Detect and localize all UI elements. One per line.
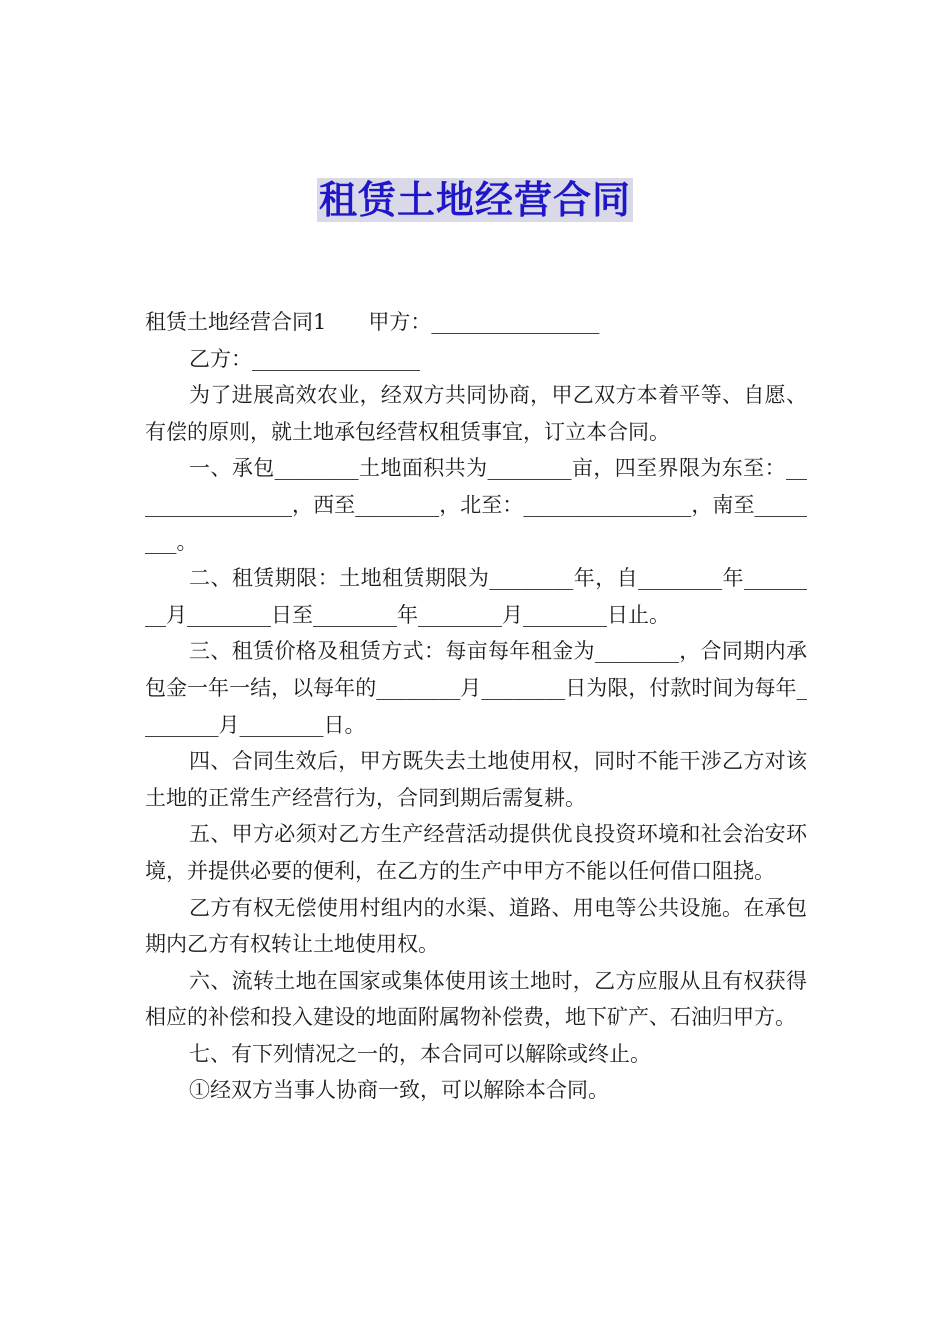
paragraph-clause-4: 四、合同生效后，甲方既失去土地使用权，同时不能干涉乙方对该土地的正常生产经营行为，合同到期后需复耕。	[145, 749, 807, 810]
paragraph-party-b: 乙方：________________	[189, 346, 420, 371]
paragraph-header-line: 租赁土地经营合同1 甲方：________________	[145, 310, 600, 334]
paragraph-clause-5-cont: 乙方有权无偿使用村组内的水渠、道路、用电等公共设施。在承包期内乙方有权转让土地使用权。	[145, 895, 807, 957]
title-container	[0, 178, 950, 222]
document-title: 租赁土地经营合同	[318, 178, 631, 222]
paragraph-clause-7-item-1: ①经双方当事人协商一致，可以解除本合同。	[189, 1078, 609, 1103]
paragraph-clause-1: 一、承包________土地面积共为________亩，四至界限为东至：________________，西至________，北至：________________，南至________。	[145, 456, 807, 554]
paragraph-clause-5: 五、甲方必须对乙方生产经营活动提供优良投资环境和社会治安环境，并提供必要的便利，在乙方的生产中甲方不能以任何借口阻挠。	[145, 822, 807, 883]
document-body	[145, 304, 807, 1109]
paragraph-preamble: 为了进展高效农业，经双方共同协商，甲乙双方本着平等、自愿、有偿的原则，就土地承包经营权租赁事宜，订立本合同。	[145, 383, 807, 444]
paragraph-clause-7: 七、有下列情况之一的，本合同可以解除或终止。	[189, 1041, 651, 1066]
paragraph-clause-6: 六、流转土地在国家或集体使用该土地时，乙方应服从且有权获得相应的补偿和投入建设的地面附属物补偿费，地下矿产、石油归甲方。	[145, 968, 807, 1030]
paragraph-clause-3: 三、租赁价格及租赁方式：每亩每年租金为________，合同期内承包金一年一结，以每年的________月________日为限，付款时间为每年________月________日。	[145, 639, 807, 737]
paragraph-clause-2: 二、租赁期限：土地租赁期限为________年，自________年________月________日至________年________月________日止。	[145, 566, 807, 627]
